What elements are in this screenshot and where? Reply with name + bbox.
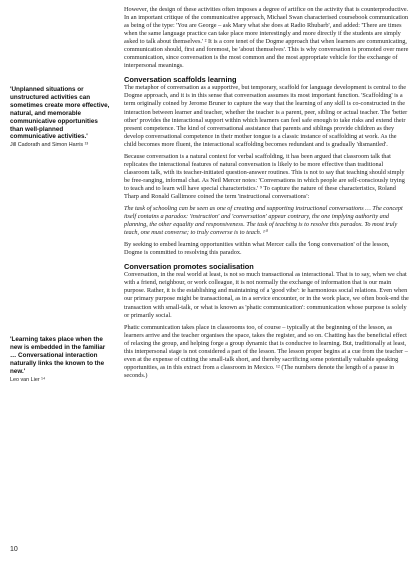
- body-paragraph: Conversation, in the real world at least, is not so much transactional as interactional. That is to say, when we chat with a friend, neighbour, or work colleague, it is not normally the exchange of information that is our main purpose. Rather, it is the establishing and maintaining of a 'good vibe': ie harmonious social relations. Even when our primary purpose might be transactional, as in a service encounter, or in the work place, we often book-end the transaction with small-talk, or what is known as 'phatic communication': communication whose purpose is solely or primarily social.: [124, 271, 409, 319]
- margin-quote-attribution: Jill Cadorath and Simon Harris ¹³: [10, 142, 89, 149]
- body-paragraph: By seeking to embed learning opportunities within what Mercer calls the 'long conversation' of the lesson, Dogme is committed to resolving this paradox.: [124, 241, 390, 257]
- margin-quote-text: 'Learning takes place when the new is embedded in the familiar … Conversational interaction naturally links the known to the new.': [10, 336, 106, 375]
- body-paragraph: The metaphor of conversation as a supportive, but temporary, scaffold for language development is central to the Dogme approach, and it is in this sense that conversation assumes its most important function. 'Scaffolding' is a term originally coined by Jerome Bruner to capture the way that the learning of any skill is co-constructed in the interaction between learner and teacher, whether the teacher is a parent, peer, sibling or actual teacher. The 'better other' provides the interactional support within which learners can feel safe enough to take risks and extend their present competence. The kind of conversational assistance that parents and siblings provide children as they develop conversational competence in their mother tongue is a classic instance of scaffolding at work. As the child becomes more fluent, the interactional scaffolding becomes redundant and is gradually 'dismantled'.: [124, 84, 408, 148]
- section-heading: Conversation scaffolds learning: [124, 75, 237, 85]
- page-number: 10: [10, 546, 18, 553]
- margin-quote-attribution: Leo van Lier ¹⁴: [10, 376, 46, 383]
- body-paragraph: However, the design of these activities often imposes a degree of artifice on the activity that is counterproductive. In an important critique of the communicative approach, Michael Swan characterised coursebook communication as being of the type: 'You are George – ask Mary what she does at Radio Rhubarb', and added: 'There are times when the same language practice can take place more interestingly and more directly if the students are simply asked to talk about themselves.' ² It is a core tenet of the Dogme approach that when learners are communicating, communication should, first and foremost, be 'about themselves'. This is why conversation is promoted over mere communication, since conversation is the most common and the most appropriate vehicle for the exchange of interpersonal meanings.: [124, 6, 409, 70]
- body-paragraph: Phatic communication takes place in classrooms too, of course – typically at the beginning of the lesson, as learners arrive and the teacher organises the space, takes the register, and so on. Chatting has the beneficial effect of relaxing the group, and helping forge a group dynamic that is conducive to learning. But, traditionally at least, this interpersonal stage is not considered a part of the lesson. The lesson proper begins at a cue from the teacher – even at the expense of cutting the small-talk short, and thereby sacrificing some potentially valuable speaking opportunities, as in this extract from a classroom in Mexico. ¹² (The numbers denote the length of a pause in seconds.): [124, 323, 408, 379]
- margin-quote: [10, 336, 110, 383]
- section-heading: Conversation promotes socialisation: [124, 262, 254, 272]
- margin-quote-text: 'Unplanned situations or unstructured activities can sometimes create more effective, natural, and memorable communicative opportunities than well-planned communicative activities.': [10, 86, 110, 141]
- body-paragraph: Because conversation is a natural context for verbal scaffolding, it has been argued that classroom talk that replicates the interactional features of natural conversation is likely to be more effective than traditional classroom talk, with its teacher-initiated question-answer routines. This is not to say that teaching should simply be free-ranging, informal chat. As Neil Mercer notes: 'Conversations in which people are self-consciously trying to teach and to learn will have special characteristics.' ⁹ To capture the nature of these characteristics, Roland Tharp and Ronald Gallimore coined the term 'instructional conversations':: [124, 152, 405, 200]
- margin-quote: [10, 86, 110, 149]
- block-quote: The task of schooling can be seen as one of creating and supporting instructional conversations … The concept itself contains a paradox: 'instruction' and 'conversation' appear contrary, the one implying authority and planning, the other equality and responsiveness. The task of teaching is to resolve this paradox. To most truly teach, one must converse; to truly converse is to teach. ¹⁰: [124, 205, 403, 237]
- main-text-column: [124, 6, 409, 384]
